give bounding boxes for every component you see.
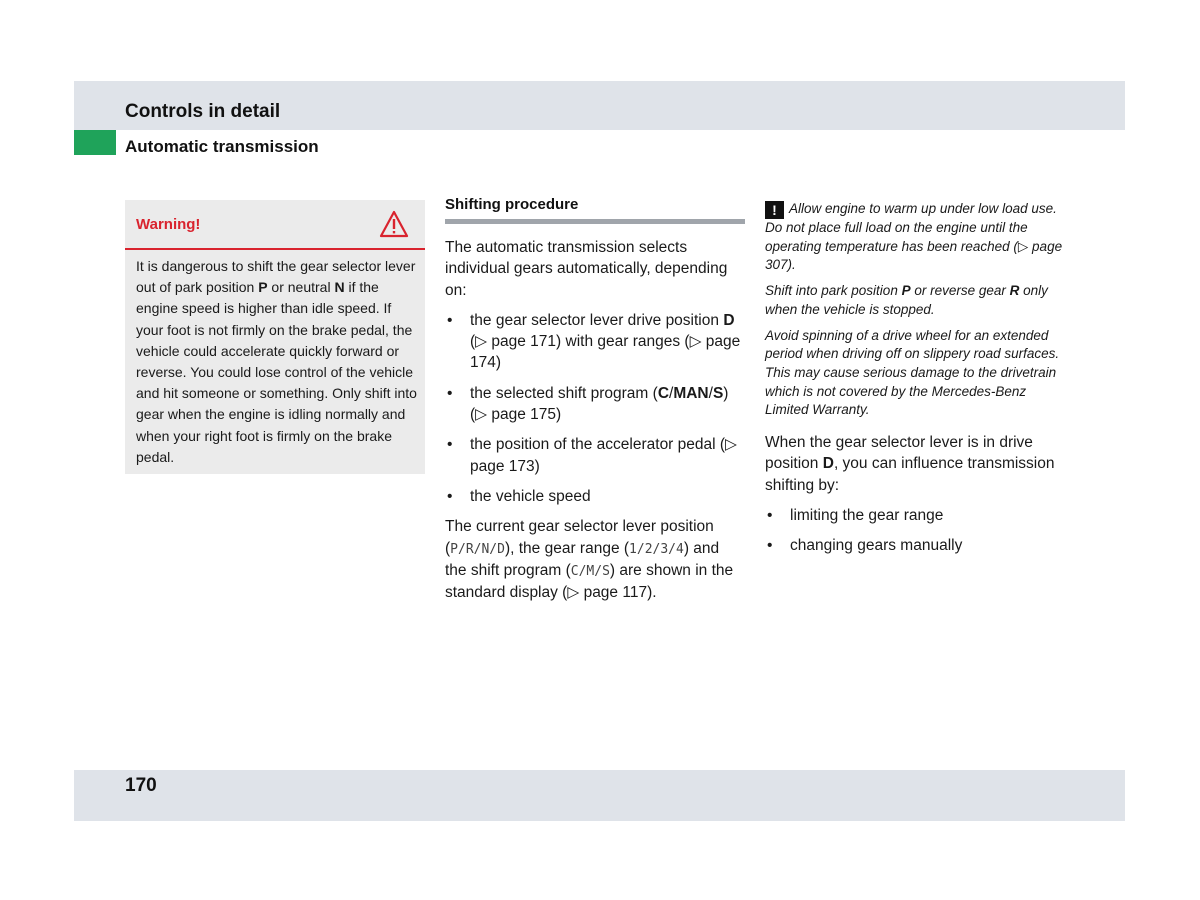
list-item: • the position of the accelerator pedal (▷ page 173) — [445, 434, 745, 477]
shifting-procedure-section — [445, 196, 745, 603]
section-marker — [74, 130, 116, 155]
intro-paragraph: The automatic transmission selects individual gears automatically, depending on: — [445, 239, 728, 299]
section-heading: Shifting procedure — [445, 196, 745, 224]
influence-list — [765, 505, 1070, 557]
factors-list — [445, 310, 745, 507]
page-number: 170 — [125, 775, 157, 796]
note-wheel-spin: Avoid spinning of a drive wheel for an extended period when driving off on slippery road surfaces. This may cause serious damage to the drivetrain which is not covered by the Mercedes-Benz Limited Warranty. — [765, 327, 1060, 418]
chapter-title: Controls in detail — [125, 101, 281, 122]
list-item: • the gear selector lever drive position D (▷ page 171) with gear ranges (▷ page 174) — [445, 310, 745, 374]
display-paragraph: The current gear selector lever position (P/R/N/D), the gear range (1/2/3/4) and the shift program (C/M/S) are shown in the standard display (▷ page 117). — [445, 518, 734, 602]
warning-text: It is dangerous to shift the gear selector lever out of park position P or neutral N if the engine speed is higher than idle speed. If your foot is not firmly on the brake pedal, the vehicle could accelerate quickly forward or reverse. You could lose control of the vehicle and hit someone or something. Only shift into gear when the engine is idling normally and when your right foot is firmly on the brake pedal. — [136, 258, 417, 465]
footer-band — [74, 770, 1125, 821]
note-engine-warmup: ! Allow engine to warm up under low load use. Do not place full load on the engine until the operating temperature has been reached (▷ page 307). — [765, 201, 1063, 273]
warning-header — [125, 200, 425, 250]
section-title: Automatic transmission — [125, 137, 319, 156]
note-park-reverse: Shift into park position P or reverse gear R only when the vehicle is stopped. — [765, 283, 1048, 317]
exclamation-icon: ! — [765, 201, 784, 219]
warning-triangle-icon — [379, 210, 409, 238]
warning-box — [125, 200, 425, 474]
list-item: • changing gears manually — [765, 535, 1070, 556]
list-item: • the vehicle speed — [445, 486, 745, 507]
warning-label: Warning! — [136, 216, 201, 233]
list-item: • the selected shift program (C/MAN/S) (▷ page 175) — [445, 383, 745, 426]
list-item: • limiting the gear range — [765, 505, 1070, 526]
notes-section — [765, 200, 1070, 566]
drive-position-paragraph: When the gear selector lever is in drive position D, you can influence transmission shifting by: — [765, 434, 1055, 494]
